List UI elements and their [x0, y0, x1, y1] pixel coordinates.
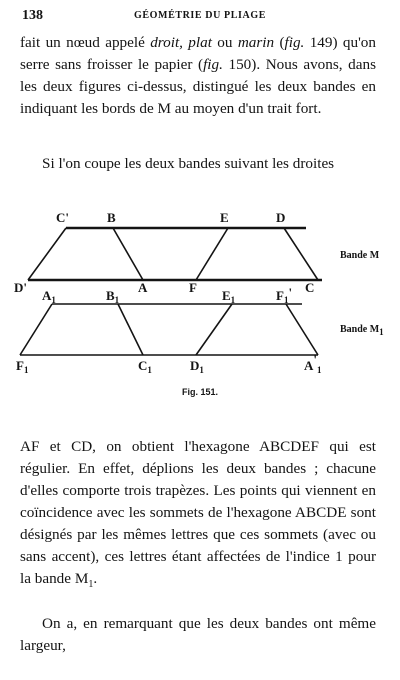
paragraph-1: fait un nœud appelé droit, plat ou marin (fig. 149) qu'on serre sans froisser le papier (fig. 150). Nous avons, dans les deux figures ci-dessus, distingué les deux bandes en indiquant les bords de M au moyen d'un trait fort. — [20, 34, 376, 117]
label-c: C — [305, 280, 315, 295]
label-f: F — [189, 280, 197, 295]
segment-d-c — [284, 228, 318, 280]
segment-b1-c1 — [118, 304, 143, 355]
label-a1-prime: $A'_1$ — [304, 352, 322, 375]
label-c1: $C_1$ — [138, 358, 152, 375]
label-f1-prime: $F_1'$ — [276, 285, 293, 305]
figure-caption: Fig. 151. — [181, 387, 219, 397]
label-e: E — [220, 210, 229, 225]
segment-c-prime-d-prime — [28, 228, 66, 280]
label-d1: $D_1$ — [190, 358, 204, 375]
paragraph-2: Si l'on coupe les deux bandes suivant les droites — [42, 155, 335, 172]
segment-f1-a1 — [286, 304, 318, 355]
running-head: GÉOMÉTRIE DU PLIAGE — [134, 10, 266, 21]
label-f1: $F_1$ — [16, 358, 29, 375]
label-a: A — [138, 280, 148, 295]
band-m-label: Bande M — [340, 250, 380, 261]
label-e1: $E_1$ — [222, 288, 236, 305]
page-header — [22, 8, 378, 26]
segment-e1-d1 — [196, 304, 232, 355]
label-a1: $A_1$ — [42, 288, 56, 305]
figure-151 — [0, 200, 400, 415]
segment-a1-f1 — [20, 304, 52, 355]
figure-diagram — [0, 200, 400, 415]
band-m1-label: Bande M1 — [340, 324, 384, 337]
label-c-prime: C' — [56, 210, 69, 225]
page-number: 138 — [22, 8, 43, 23]
paragraph-4: On a, en remarquant que les deux bandes ont même largeur, — [20, 615, 376, 654]
label-b: B — [107, 210, 116, 225]
paragraph-3: AF et CD, on obtient l'hexagone ABCDEF qui est régulier. En effet, déplions les deux bandes ; chacune d'elles comporte trois trapèzes. Les points qui viennent en coïncidence avec les sommets de l'hexagone ABCDE sont désignés par les mêmes lettres que ces sommets (avec ou sans accent), ces lettres étant affectées de l'indice 1 pour la bande $M_1$. — [20, 438, 376, 591]
label-d: D — [276, 210, 286, 225]
segment-b-a — [113, 228, 143, 280]
label-d-prime: D' — [14, 280, 27, 295]
label-b1: $B_1$ — [106, 288, 120, 305]
segment-e-f — [196, 228, 228, 280]
